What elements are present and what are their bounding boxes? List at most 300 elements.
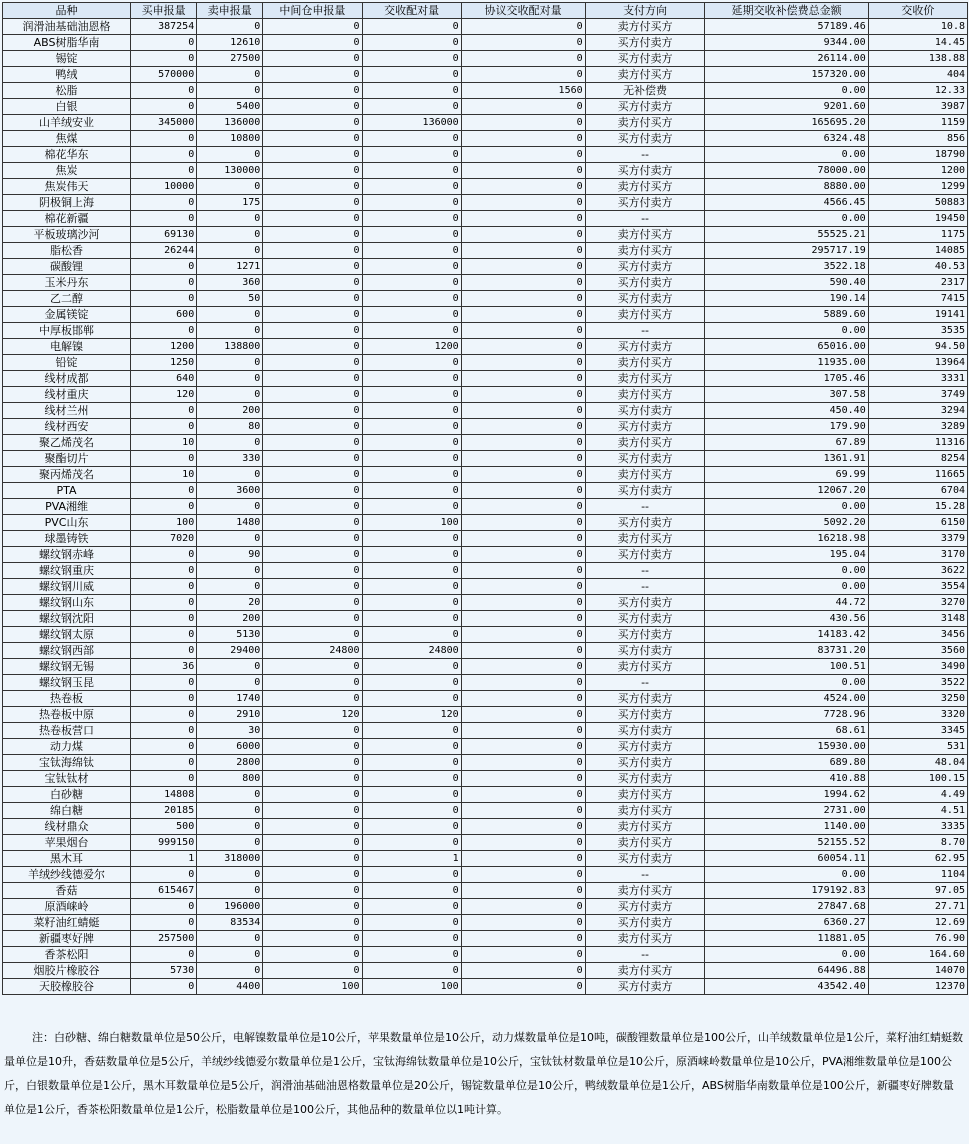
cell-matched-qty: 136000 <box>362 115 461 131</box>
cell-middle-qty: 0 <box>263 899 362 915</box>
cell-middle-qty: 0 <box>263 867 362 883</box>
cell-agreement-qty: 0 <box>461 131 585 147</box>
cell-buy-qty: 0 <box>131 483 197 499</box>
cell-variety: 螺纹钢西部 <box>3 643 131 659</box>
cell-variety: 山羊绒安业 <box>3 115 131 131</box>
cell-agreement-qty: 0 <box>461 691 585 707</box>
cell-agreement-qty: 0 <box>461 563 585 579</box>
cell-buy-qty: 1 <box>131 851 197 867</box>
cell-sell-qty: 83534 <box>197 915 263 931</box>
cell-payment-direction: 买方付卖方 <box>585 611 705 627</box>
cell-variety: 球墨铸铁 <box>3 531 131 547</box>
cell-compensation-total: 100.51 <box>705 659 868 675</box>
cell-sell-qty: 0 <box>197 867 263 883</box>
cell-agreement-qty: 0 <box>461 819 585 835</box>
cell-buy-qty: 0 <box>131 547 197 563</box>
cell-matched-qty: 0 <box>362 19 461 35</box>
cell-delivery-price: 94.50 <box>868 339 967 355</box>
cell-matched-qty: 0 <box>362 371 461 387</box>
cell-matched-qty: 0 <box>362 323 461 339</box>
table-row <box>3 163 968 179</box>
cell-matched-qty: 0 <box>362 627 461 643</box>
cell-sell-qty: 6000 <box>197 739 263 755</box>
cell-buy-qty: 0 <box>131 83 197 99</box>
cell-matched-qty: 0 <box>362 211 461 227</box>
table-row <box>3 19 968 35</box>
cell-compensation-total: 1140.00 <box>705 819 868 835</box>
cell-agreement-qty: 0 <box>461 547 585 563</box>
table-row <box>3 579 968 595</box>
cell-payment-direction: 买方付卖方 <box>585 419 705 435</box>
table-row <box>3 611 968 627</box>
cell-matched-qty: 0 <box>362 451 461 467</box>
cell-middle-qty: 0 <box>263 563 362 579</box>
cell-variety: 热卷板营口 <box>3 723 131 739</box>
cell-compensation-total: 60054.11 <box>705 851 868 867</box>
table-row <box>3 627 968 643</box>
cell-compensation-total: 0.00 <box>705 147 868 163</box>
cell-agreement-qty: 0 <box>461 499 585 515</box>
cell-buy-qty: 0 <box>131 291 197 307</box>
cell-middle-qty: 0 <box>263 115 362 131</box>
cell-sell-qty: 0 <box>197 67 263 83</box>
cell-agreement-qty: 0 <box>461 643 585 659</box>
cell-delivery-price: 531 <box>868 739 967 755</box>
cell-delivery-price: 48.04 <box>868 755 967 771</box>
cell-compensation-total: 52155.52 <box>705 835 868 851</box>
header-buy-qty: 买申报量 <box>131 3 197 19</box>
table-row <box>3 387 968 403</box>
cell-matched-qty: 0 <box>362 179 461 195</box>
cell-agreement-qty: 0 <box>461 259 585 275</box>
cell-middle-qty: 0 <box>263 691 362 707</box>
table-row <box>3 739 968 755</box>
cell-middle-qty: 0 <box>263 355 362 371</box>
cell-compensation-total: 5092.20 <box>705 515 868 531</box>
cell-middle-qty: 0 <box>263 467 362 483</box>
cell-payment-direction: 买方付卖方 <box>585 899 705 915</box>
cell-agreement-qty: 0 <box>461 211 585 227</box>
cell-compensation-total: 165695.20 <box>705 115 868 131</box>
cell-delivery-price: 404 <box>868 67 967 83</box>
cell-delivery-price: 3490 <box>868 659 967 675</box>
cell-middle-qty: 0 <box>263 323 362 339</box>
table-row <box>3 275 968 291</box>
cell-agreement-qty: 0 <box>461 243 585 259</box>
table-row <box>3 403 968 419</box>
cell-middle-qty: 0 <box>263 755 362 771</box>
cell-matched-qty: 0 <box>362 803 461 819</box>
cell-middle-qty: 0 <box>263 883 362 899</box>
table-row <box>3 179 968 195</box>
cell-compensation-total: 9201.60 <box>705 99 868 115</box>
cell-payment-direction: -- <box>585 499 705 515</box>
cell-variety: 螺纹钢重庆 <box>3 563 131 579</box>
cell-delivery-price: 164.60 <box>868 947 967 963</box>
cell-compensation-total: 44.72 <box>705 595 868 611</box>
cell-delivery-price: 3456 <box>868 627 967 643</box>
cell-middle-qty: 0 <box>263 499 362 515</box>
cell-middle-qty: 100 <box>263 979 362 995</box>
cell-sell-qty: 0 <box>197 467 263 483</box>
cell-variety: 焦煤 <box>3 131 131 147</box>
table-row <box>3 243 968 259</box>
cell-buy-qty: 0 <box>131 771 197 787</box>
cell-payment-direction: -- <box>585 947 705 963</box>
cell-buy-qty: 0 <box>131 627 197 643</box>
cell-delivery-price: 14.45 <box>868 35 967 51</box>
table-row <box>3 963 968 979</box>
cell-payment-direction: -- <box>585 579 705 595</box>
cell-variety: 螺纹钢太原 <box>3 627 131 643</box>
cell-payment-direction: 卖方付买方 <box>585 243 705 259</box>
cell-variety: 玉米丹东 <box>3 275 131 291</box>
cell-payment-direction: 卖方付买方 <box>585 931 705 947</box>
cell-middle-qty: 0 <box>263 403 362 419</box>
cell-compensation-total: 67.89 <box>705 435 868 451</box>
cell-matched-qty: 0 <box>362 147 461 163</box>
cell-matched-qty: 0 <box>362 259 461 275</box>
cell-matched-qty: 0 <box>362 819 461 835</box>
cell-buy-qty: 0 <box>131 99 197 115</box>
cell-middle-qty: 0 <box>263 419 362 435</box>
cell-middle-qty: 0 <box>263 211 362 227</box>
cell-delivery-price: 3622 <box>868 563 967 579</box>
cell-payment-direction: 卖方付买方 <box>585 435 705 451</box>
cell-payment-direction: 买方付卖方 <box>585 275 705 291</box>
cell-sell-qty: 0 <box>197 19 263 35</box>
cell-buy-qty: 387254 <box>131 19 197 35</box>
cell-middle-qty: 0 <box>263 851 362 867</box>
cell-matched-qty: 0 <box>362 51 461 67</box>
table-row <box>3 723 968 739</box>
cell-middle-qty: 0 <box>263 243 362 259</box>
cell-buy-qty: 14808 <box>131 787 197 803</box>
cell-buy-qty: 7020 <box>131 531 197 547</box>
cell-middle-qty: 0 <box>263 675 362 691</box>
cell-middle-qty: 0 <box>263 339 362 355</box>
table-row <box>3 547 968 563</box>
cell-agreement-qty: 0 <box>461 451 585 467</box>
cell-sell-qty: 12610 <box>197 35 263 51</box>
table-row <box>3 35 968 51</box>
cell-variety: 平板玻璃沙河 <box>3 227 131 243</box>
cell-matched-qty: 0 <box>362 675 461 691</box>
header-variety: 品种 <box>3 3 131 19</box>
cell-variety: 热卷板中原 <box>3 707 131 723</box>
table-row <box>3 931 968 947</box>
cell-payment-direction: 买方付卖方 <box>585 291 705 307</box>
cell-matched-qty: 0 <box>362 595 461 611</box>
cell-variety: 聚丙烯茂名 <box>3 467 131 483</box>
cell-delivery-price: 8254 <box>868 451 967 467</box>
cell-variety: 热卷板 <box>3 691 131 707</box>
cell-compensation-total: 6360.27 <box>705 915 868 931</box>
cell-payment-direction: 买方付卖方 <box>585 707 705 723</box>
cell-delivery-price: 3331 <box>868 371 967 387</box>
cell-agreement-qty: 0 <box>461 723 585 739</box>
cell-variety: 苹果烟台 <box>3 835 131 851</box>
cell-buy-qty: 0 <box>131 979 197 995</box>
cell-variety: 烟胶片橡胶谷 <box>3 963 131 979</box>
cell-compensation-total: 0.00 <box>705 579 868 595</box>
table-row <box>3 67 968 83</box>
cell-variety: 宝钛海绵钛 <box>3 755 131 771</box>
cell-buy-qty: 0 <box>131 755 197 771</box>
cell-variety: 线材成都 <box>3 371 131 387</box>
cell-variety: 线材重庆 <box>3 387 131 403</box>
cell-compensation-total: 157320.00 <box>705 67 868 83</box>
cell-payment-direction: 买方付卖方 <box>585 915 705 931</box>
cell-matched-qty: 100 <box>362 515 461 531</box>
table-row <box>3 51 968 67</box>
cell-middle-qty: 0 <box>263 275 362 291</box>
cell-sell-qty: 50 <box>197 291 263 307</box>
table-row <box>3 755 968 771</box>
cell-payment-direction: 买方付卖方 <box>585 771 705 787</box>
table-row <box>3 483 968 499</box>
cell-matched-qty: 0 <box>362 867 461 883</box>
cell-compensation-total: 179192.83 <box>705 883 868 899</box>
cell-compensation-total: 195.04 <box>705 547 868 563</box>
cell-middle-qty: 0 <box>263 83 362 99</box>
cell-delivery-price: 18790 <box>868 147 967 163</box>
cell-compensation-total: 1361.91 <box>705 451 868 467</box>
table-row <box>3 259 968 275</box>
table-row <box>3 787 968 803</box>
cell-agreement-qty: 0 <box>461 803 585 819</box>
cell-variety: 聚酯切片 <box>3 451 131 467</box>
table-row <box>3 227 968 243</box>
cell-sell-qty: 0 <box>197 435 263 451</box>
cell-buy-qty: 0 <box>131 899 197 915</box>
cell-compensation-total: 0.00 <box>705 947 868 963</box>
cell-compensation-total: 5889.60 <box>705 307 868 323</box>
cell-sell-qty: 0 <box>197 499 263 515</box>
cell-agreement-qty: 0 <box>461 339 585 355</box>
cell-buy-qty: 0 <box>131 147 197 163</box>
cell-matched-qty: 0 <box>362 35 461 51</box>
cell-variety: 碳酸锂 <box>3 259 131 275</box>
cell-agreement-qty: 0 <box>461 179 585 195</box>
cell-agreement-qty: 0 <box>461 99 585 115</box>
table-row <box>3 531 968 547</box>
cell-matched-qty: 0 <box>362 387 461 403</box>
cell-delivery-price: 13964 <box>868 355 967 371</box>
cell-sell-qty: 0 <box>197 83 263 99</box>
cell-delivery-price: 8.70 <box>868 835 967 851</box>
cell-sell-qty: 0 <box>197 835 263 851</box>
table-row <box>3 979 968 995</box>
cell-payment-direction: -- <box>585 147 705 163</box>
table-row <box>3 211 968 227</box>
cell-middle-qty: 0 <box>263 291 362 307</box>
cell-variety: 电解镍 <box>3 339 131 355</box>
cell-delivery-price: 3522 <box>868 675 967 691</box>
cell-agreement-qty: 0 <box>461 867 585 883</box>
cell-buy-qty: 0 <box>131 163 197 179</box>
cell-matched-qty: 24800 <box>362 643 461 659</box>
cell-matched-qty: 0 <box>362 83 461 99</box>
cell-agreement-qty: 0 <box>461 835 585 851</box>
cell-matched-qty: 120 <box>362 707 461 723</box>
cell-sell-qty: 27500 <box>197 51 263 67</box>
cell-middle-qty: 0 <box>263 371 362 387</box>
table-row <box>3 915 968 931</box>
cell-sell-qty: 0 <box>197 579 263 595</box>
cell-middle-qty: 0 <box>263 515 362 531</box>
cell-variety: 聚乙烯茂名 <box>3 435 131 451</box>
cell-sell-qty: 30 <box>197 723 263 739</box>
cell-buy-qty: 0 <box>131 499 197 515</box>
cell-sell-qty: 0 <box>197 963 263 979</box>
cell-compensation-total: 6324.48 <box>705 131 868 147</box>
cell-buy-qty: 10 <box>131 435 197 451</box>
table-row <box>3 771 968 787</box>
header-middle-qty: 中间仓申报量 <box>263 3 362 19</box>
cell-compensation-total: 83731.20 <box>705 643 868 659</box>
cell-middle-qty: 0 <box>263 51 362 67</box>
cell-agreement-qty: 0 <box>461 915 585 931</box>
header-agreement-qty: 协议交收配对量 <box>461 3 585 19</box>
cell-middle-qty: 0 <box>263 915 362 931</box>
cell-variety: PVA湘维 <box>3 499 131 515</box>
cell-agreement-qty: 0 <box>461 579 585 595</box>
header-matched-qty: 交收配对量 <box>362 3 461 19</box>
cell-delivery-price: 4.49 <box>868 787 967 803</box>
table-row <box>3 515 968 531</box>
cell-buy-qty: 10000 <box>131 179 197 195</box>
cell-agreement-qty: 0 <box>461 739 585 755</box>
cell-buy-qty: 0 <box>131 451 197 467</box>
header-payment-direction: 支付方向 <box>585 3 705 19</box>
cell-variety: 黑木耳 <box>3 851 131 867</box>
table-row <box>3 675 968 691</box>
cell-sell-qty: 330 <box>197 451 263 467</box>
cell-buy-qty: 345000 <box>131 115 197 131</box>
cell-middle-qty: 120 <box>263 707 362 723</box>
table-row <box>3 339 968 355</box>
cell-matched-qty: 0 <box>362 723 461 739</box>
cell-payment-direction: -- <box>585 211 705 227</box>
cell-payment-direction: 买方付卖方 <box>585 99 705 115</box>
cell-matched-qty: 0 <box>362 739 461 755</box>
table-row <box>3 131 968 147</box>
cell-delivery-price: 40.53 <box>868 259 967 275</box>
cell-buy-qty: 0 <box>131 211 197 227</box>
cell-delivery-price: 3148 <box>868 611 967 627</box>
cell-middle-qty: 0 <box>263 963 362 979</box>
cell-delivery-price: 3535 <box>868 323 967 339</box>
cell-variety: 香菇 <box>3 883 131 899</box>
cell-agreement-qty: 0 <box>461 163 585 179</box>
cell-sell-qty: 0 <box>197 243 263 259</box>
cell-payment-direction: 买方付卖方 <box>585 451 705 467</box>
cell-delivery-price: 14085 <box>868 243 967 259</box>
cell-delivery-price: 1159 <box>868 115 967 131</box>
cell-agreement-qty: 0 <box>461 387 585 403</box>
cell-payment-direction: 买方付卖方 <box>585 339 705 355</box>
cell-payment-direction: 无补偿费 <box>585 83 705 99</box>
cell-variety: 金属镁锭 <box>3 307 131 323</box>
cell-payment-direction: 买方付卖方 <box>585 755 705 771</box>
cell-agreement-qty: 0 <box>461 531 585 547</box>
cell-sell-qty: 318000 <box>197 851 263 867</box>
cell-agreement-qty: 0 <box>461 419 585 435</box>
cell-compensation-total: 295717.19 <box>705 243 868 259</box>
cell-compensation-total: 179.90 <box>705 419 868 435</box>
cell-agreement-qty: 0 <box>461 371 585 387</box>
cell-sell-qty: 0 <box>197 323 263 339</box>
cell-compensation-total: 0.00 <box>705 323 868 339</box>
cell-matched-qty: 0 <box>362 403 461 419</box>
cell-sell-qty: 29400 <box>197 643 263 659</box>
cell-compensation-total: 64496.88 <box>705 963 868 979</box>
cell-buy-qty: 0 <box>131 35 197 51</box>
cell-payment-direction: 卖方付买方 <box>585 371 705 387</box>
cell-payment-direction: -- <box>585 675 705 691</box>
cell-variety: ABS树脂华南 <box>3 35 131 51</box>
cell-sell-qty: 0 <box>197 787 263 803</box>
cell-payment-direction: 卖方付买方 <box>585 787 705 803</box>
cell-variety: 白银 <box>3 99 131 115</box>
cell-buy-qty: 0 <box>131 131 197 147</box>
cell-compensation-total: 69.99 <box>705 467 868 483</box>
cell-agreement-qty: 0 <box>461 355 585 371</box>
cell-compensation-total: 57189.46 <box>705 19 868 35</box>
cell-delivery-price: 3250 <box>868 691 967 707</box>
cell-compensation-total: 590.40 <box>705 275 868 291</box>
table-row <box>3 291 968 307</box>
cell-sell-qty: 1271 <box>197 259 263 275</box>
cell-variety: 铅锭 <box>3 355 131 371</box>
cell-matched-qty: 0 <box>362 275 461 291</box>
cell-sell-qty: 0 <box>197 675 263 691</box>
cell-payment-direction: 买方付卖方 <box>585 51 705 67</box>
cell-payment-direction: 买方付卖方 <box>585 131 705 147</box>
cell-delivery-price: 3294 <box>868 403 967 419</box>
cell-variety: 焦炭伟天 <box>3 179 131 195</box>
cell-variety: 棉花新疆 <box>3 211 131 227</box>
cell-agreement-qty: 0 <box>461 787 585 803</box>
cell-sell-qty: 4400 <box>197 979 263 995</box>
cell-buy-qty: 5730 <box>131 963 197 979</box>
cell-payment-direction: 买方付卖方 <box>585 259 705 275</box>
cell-sell-qty: 0 <box>197 307 263 323</box>
cell-sell-qty: 200 <box>197 403 263 419</box>
cell-sell-qty: 200 <box>197 611 263 627</box>
cell-buy-qty: 10 <box>131 467 197 483</box>
table-row <box>3 323 968 339</box>
table-row <box>3 659 968 675</box>
cell-matched-qty: 0 <box>362 963 461 979</box>
cell-agreement-qty: 0 <box>461 19 585 35</box>
cell-middle-qty: 0 <box>263 387 362 403</box>
cell-agreement-qty: 0 <box>461 291 585 307</box>
cell-payment-direction: 卖方付买方 <box>585 803 705 819</box>
cell-delivery-price: 3270 <box>868 595 967 611</box>
cell-compensation-total: 4566.45 <box>705 195 868 211</box>
cell-variety: 脂松香 <box>3 243 131 259</box>
cell-middle-qty: 0 <box>263 595 362 611</box>
cell-delivery-price: 50883 <box>868 195 967 211</box>
cell-compensation-total: 14183.42 <box>705 627 868 643</box>
cell-buy-qty: 0 <box>131 403 197 419</box>
cell-buy-qty: 257500 <box>131 931 197 947</box>
cell-variety: 宝钛钛材 <box>3 771 131 787</box>
cell-variety: PVC山东 <box>3 515 131 531</box>
table-row <box>3 115 968 131</box>
